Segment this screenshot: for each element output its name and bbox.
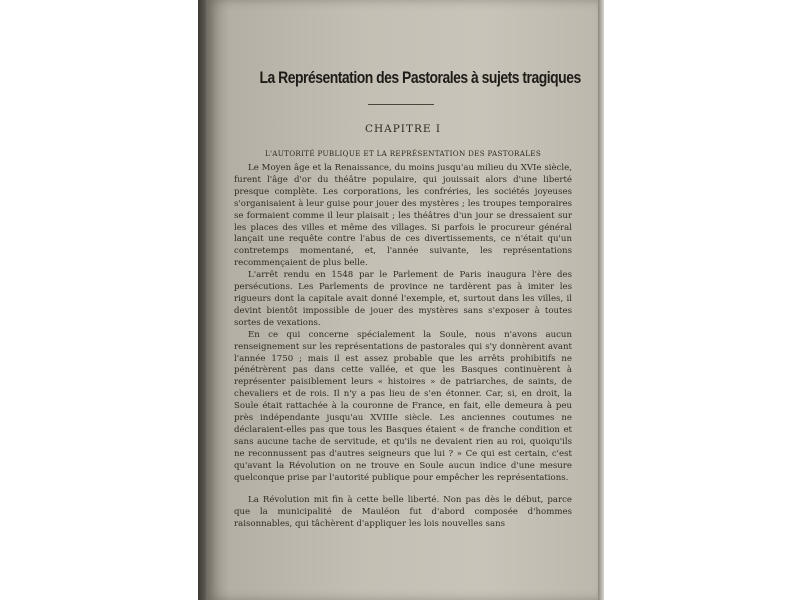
- chapter-heading: CHAPITRE I: [364, 123, 442, 135]
- page-title: La Représentation des Pastorales à sujets tragiques: [259, 68, 581, 87]
- body-text: [234, 163, 572, 531]
- paragraph: La Révolution mit fin à cette belle liberté. Non pas dès le début, parce que la municipalité de Mauléon fut d'abord composée d'hommes raisonnables, qui tâchèrent d'appliquer les lois nouvelles sans: [234, 495, 572, 530]
- section-subheading: L'AUTORITÉ PUBLIQUE ET LA REPRÉSENTATION DES PASTORALES: [264, 149, 542, 158]
- book-page: [206, 0, 598, 600]
- paragraph: L'arrêt rendu en 1548 par le Parlement de Paris inaugura l'ère des persécutions. Les Parlements de province ne tardèrent pas à imiter les rigueurs dont la capitale avait donné l'exemple, et, surtout dans les villes, il devint bientôt impossible de jouer des mystères sans s'exposer à toutes sortes de vexations.: [234, 270, 572, 328]
- page-edge: [598, 0, 604, 600]
- title-rule: [368, 104, 434, 105]
- paragraph: En ce qui concerne spécialement la Soule, nous n'avons aucun renseignement sur les représentations de pastorales qui s'y donnèrent avant l'année 1750 ; mais il est assez probable que les arrêts prohibitifs ne pénétrèrent pas dans cette vallée, et que les Basques continuèrent à représenter paisiblement leurs « histoires » de patriarches, de saints, de chevaliers et de rois. Il n'y a pas lieu de s'en étonner. Car, si, en droit, la Soule était rattachée à la couronne de France, en fait, elle demeura à peu près indépendante jusqu'au XVIIIe siècle. Les anciennes coutumes ne déclaraient-elles pas que tous les Basques étaient « de franche condition et sans aucune tache de servitude, et qu'ils ne devaient rien au roi, quoiqu'ils ne reconnussent pas d'autres seigneurs que lui ? » Ce qui est certain, c'est qu'avant la Révolution on ne trouve en Soule aucun indice d'une mesure quelconque prise par l'autorité publique pour empêcher les représentations.: [234, 329, 572, 483]
- paragraph: Le Moyen âge et la Renaissance, du moins jusqu'au milieu du XVIe siècle, furent l'âge d'or du théâtre populaire, qui jouissait alors d'une liberté presque complète. Les corporations, les confréries, les sociétés joyeuses s'organisaient à leur guise pour jouer des mystères ; les troupes temporaires se formaient comme il leur plaisait ; les théâtres d'un jour se dressaient sur les places des villes et même des villages. Si parfois le procureur général lançait une requête contre l'abus de ces divertissements, ce n'était qu'un contretemps momentané, et, l'année suivante, les représentations recommençaient de plus belle.: [234, 163, 572, 269]
